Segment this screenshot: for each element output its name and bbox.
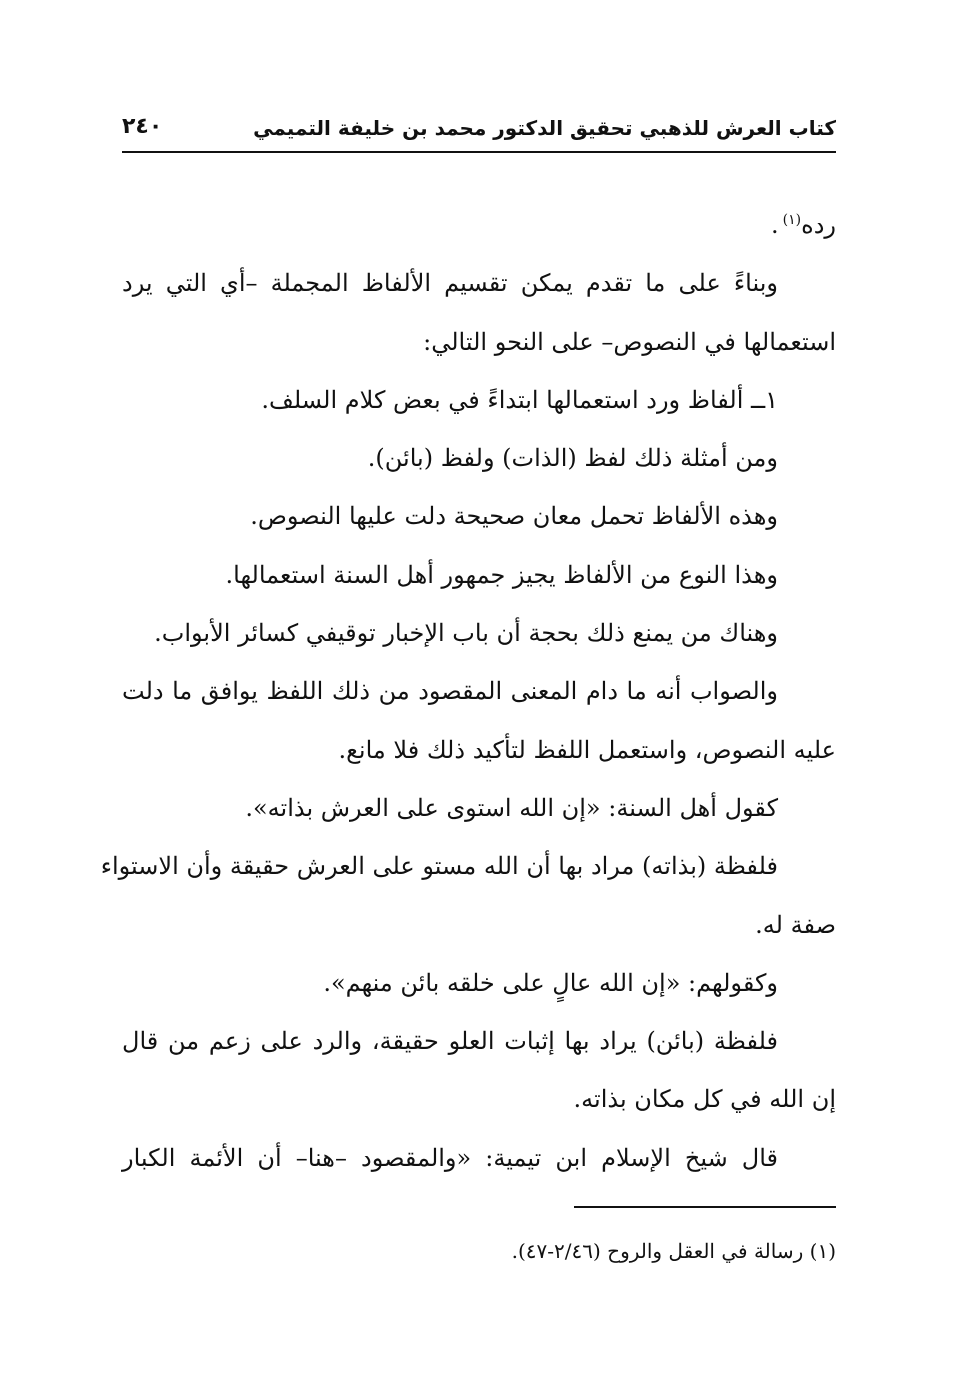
text-line: وهناك من يمنع ذلك بحجة أن باب الإخبار توقيفي كسائر الأبواب. (154, 619, 778, 648)
main-text (100, 196, 836, 1187)
text-line: إن الله في كل مكان بذاته. (573, 1085, 836, 1114)
text-line: فلفظة (بائن) يراد بها إثبات العلو حقيقة، والرد على زعم من قال (122, 1027, 778, 1056)
quote-line: قال شيخ الإسلام ابن تيمية: «والمقصود –هنا– أن الأئمة الكبار (122, 1143, 778, 1172)
quote-line: كقول أهل السنة: «إن الله استوى على العرش بذاته». (245, 793, 778, 822)
text-line: استعمالها في النصوص– على النحو التالي: (423, 327, 836, 356)
text-line: وهذا النوع من الألفاظ يجيز جمهور أهل السنة استعمالها. (225, 560, 778, 589)
text-line: وبناءً على ما تقدم يمكن تقسيم الألفاظ المجملة –أي التي يرد (122, 269, 778, 298)
header-divider (122, 151, 836, 153)
text-line: والصواب أنه ما دام المعنى المقصود من ذلك اللفظ يوافق ما دلت (122, 677, 778, 706)
footnote-divider (574, 1206, 836, 1208)
line-end-punctuation: . (771, 211, 779, 239)
text-line: ومن أمثلة ذلك لفظ (الذات) ولفظ (بائن). (367, 444, 778, 473)
running-header (122, 112, 836, 152)
footnote-reference: (١) (782, 212, 802, 228)
page-number: ٢٤٠ (122, 114, 163, 139)
text-line (122, 196, 836, 254)
text-line: وهذه الألفاظ تحمل معان صحيحة دلت عليها النصوص. (250, 502, 778, 531)
text-line: عليه النصوص، واستعمل اللفظ لتأكيد ذلك فلا مانع. (338, 735, 836, 764)
list-item: ١ــ ألفاظ ورد استعمالها ابتداءً في بعض كلام السلف. (261, 385, 778, 414)
footnote: (١) رسالة في العقل والروح (٢/٤٦-٤٧). (511, 1239, 836, 1263)
line-text: رده (801, 211, 836, 239)
text-line: فلفظة (بذاته) مراد بها أن الله مستو على العرش حقيقة وأن الاستواء (100, 852, 778, 881)
book-title: كتاب العرش للذهبي تحقيق الدكتور محمد بن خليفة التميمي (253, 116, 836, 140)
text-line: صفة له. (755, 910, 836, 939)
quote-line: وكقولهم: «إن الله عالٍ على خلقه بائن منهم». (323, 968, 778, 997)
